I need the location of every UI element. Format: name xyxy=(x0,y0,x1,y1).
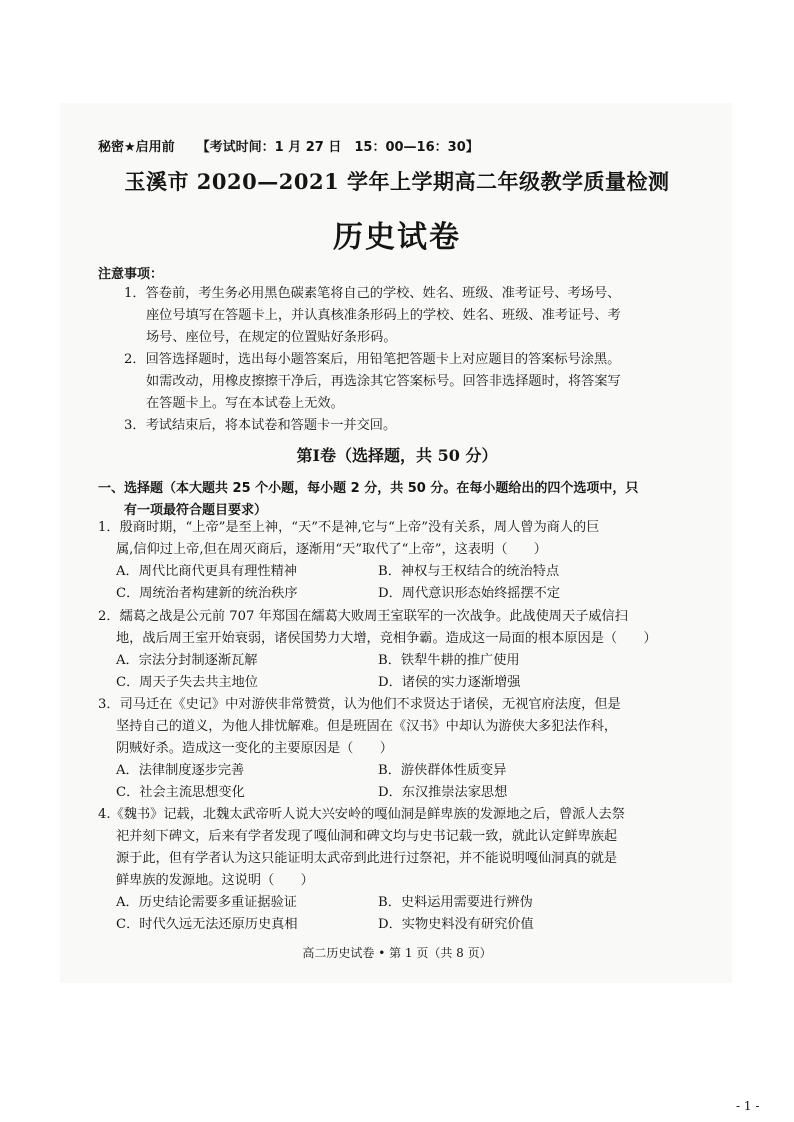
option-c: C．时代久远无法还原历史真相 xyxy=(116,917,298,932)
subject-title: 历史试卷 xyxy=(333,220,461,255)
notice-line: 座位号填写在答题卡上，并认真核准条形码上的学校、姓名、班级、准考证号、考 xyxy=(146,308,621,323)
notice-line: 场号、座位号，在规定的位置贴好条形码。 xyxy=(146,330,397,345)
notice-line: 2．回答选择题时，选出每小题答案后，用铅笔把答题卡上对应题目的答案标号涂黑。 xyxy=(124,352,621,367)
question-stem: 4.《魏书》记载，北魏太武帝听人说大兴安岭的嘎仙洞是鲜卑族的发源地之后，曾派人去祭 xyxy=(98,807,625,822)
question-stem: 源于此，但有学者认为这只能证明太武帝到此进行过祭祀，并不能说明嘎仙洞真的就是 xyxy=(116,851,618,866)
option-b: B．游侠群体性质变异 xyxy=(378,763,507,778)
option-a: A．历史结论需要多重证据验证 xyxy=(116,895,297,910)
page-footer: 高二历史试卷 • 第 1 页（共 8 页） xyxy=(302,946,492,960)
exam-title: 玉溪市 2020—2021 学年上学期高二年级教学质量检测 xyxy=(124,169,670,194)
notice-line: 3．考试结束后，将本试卷和答题卡一并交回。 xyxy=(124,418,397,433)
question-stem: 阴贼好杀。造成这一变化的主要原因是（ ） xyxy=(116,741,393,756)
question-stem: 鲜卑族的发源地。这说明（ ） xyxy=(116,873,314,888)
question-stem: 2．繻葛之战是公元前 707 年郑国在繻葛大败周王室联军的一次战争。此战使周天子威信扫 xyxy=(98,609,628,624)
notice-line: 如需改动，用橡皮擦擦干净后，再选涂其它答案标号。回答非选择题时，将答案写 xyxy=(146,374,621,389)
notice-line: 1．答卷前，考生务必用黑色碳素笔将自己的学校、姓名、班级、准考证号、考场号、 xyxy=(124,286,621,301)
option-a: A．法律制度逐步完善 xyxy=(116,763,245,778)
option-b: B．神权与王权结合的统治特点 xyxy=(378,564,560,579)
section-instruction: 一、选择题（本大题共 25 个小题，每小题 2 分，共 50 分。在每小题给出的四个选项中，只 xyxy=(98,481,639,496)
option-c: C．社会主流思想变化 xyxy=(116,785,245,800)
option-b: B．铁犁牛耕的推广使用 xyxy=(378,653,520,668)
exam-header xyxy=(98,136,479,155)
question-stem: 1．殷商时期，“上帝”是至上神，“天”不是神,它与“上帝”没有关系，周人曾为商人的巨 xyxy=(98,520,600,535)
question-stem: 属,信仰过上帝,但在周灭商后，逐渐用“天”取代了“上帝”，这表明（ ） xyxy=(116,542,547,557)
question-stem: 祀并刻下碑文，后来有学者发现了嘎仙洞和碑文均与史书记载一致，就此认定鲜卑族起 xyxy=(116,829,618,844)
confidential-label: 秘密★启用前 xyxy=(98,140,175,155)
option-d: D．实物史料没有研究价值 xyxy=(378,917,534,932)
page-number: - 1 - xyxy=(736,1099,760,1113)
option-a: A．周代比商代更具有理性精神 xyxy=(116,564,297,579)
notice-heading: 注意事项： xyxy=(98,267,164,282)
option-d: D．东汉推崇法家思想 xyxy=(378,785,508,800)
option-b: B．史料运用需要进行辨伪 xyxy=(378,895,533,910)
exam-time: 【考试时间：1 月 27 日 15：00—16：30】 xyxy=(196,140,479,155)
section-instruction: 有一项最符合题目要求） xyxy=(124,503,268,518)
question-stem: 3．司马迁在《史记》中对游侠非常赞赏，认为他们不求贤达于诸侯，无视官府法度，但是 xyxy=(98,697,621,712)
option-c: C．周天子失去共主地位 xyxy=(116,675,258,690)
option-a: A．宗法分封制逐渐瓦解 xyxy=(116,653,258,668)
question-stem: 地，战后周王室开始衰弱，诸侯国势力大增，竞相争霸。造成这一局面的根本原因是（ ） xyxy=(116,631,657,646)
notice-line: 在答题卡上。写在本试卷上无效。 xyxy=(146,396,344,411)
option-d: D．周代意识形态始终摇摆不定 xyxy=(378,586,561,601)
option-c: C．周统治者构建新的统治秩序 xyxy=(116,586,298,601)
section-heading: 第Ⅰ卷（选择题，共 50 分） xyxy=(296,446,498,465)
question-stem: 坚持自己的道义，为他人排忧解难。但是班固在《汉书》中却认为游侠大多犯法作科， xyxy=(116,719,618,734)
option-d: D．诸侯的实力逐渐增强 xyxy=(378,675,521,690)
